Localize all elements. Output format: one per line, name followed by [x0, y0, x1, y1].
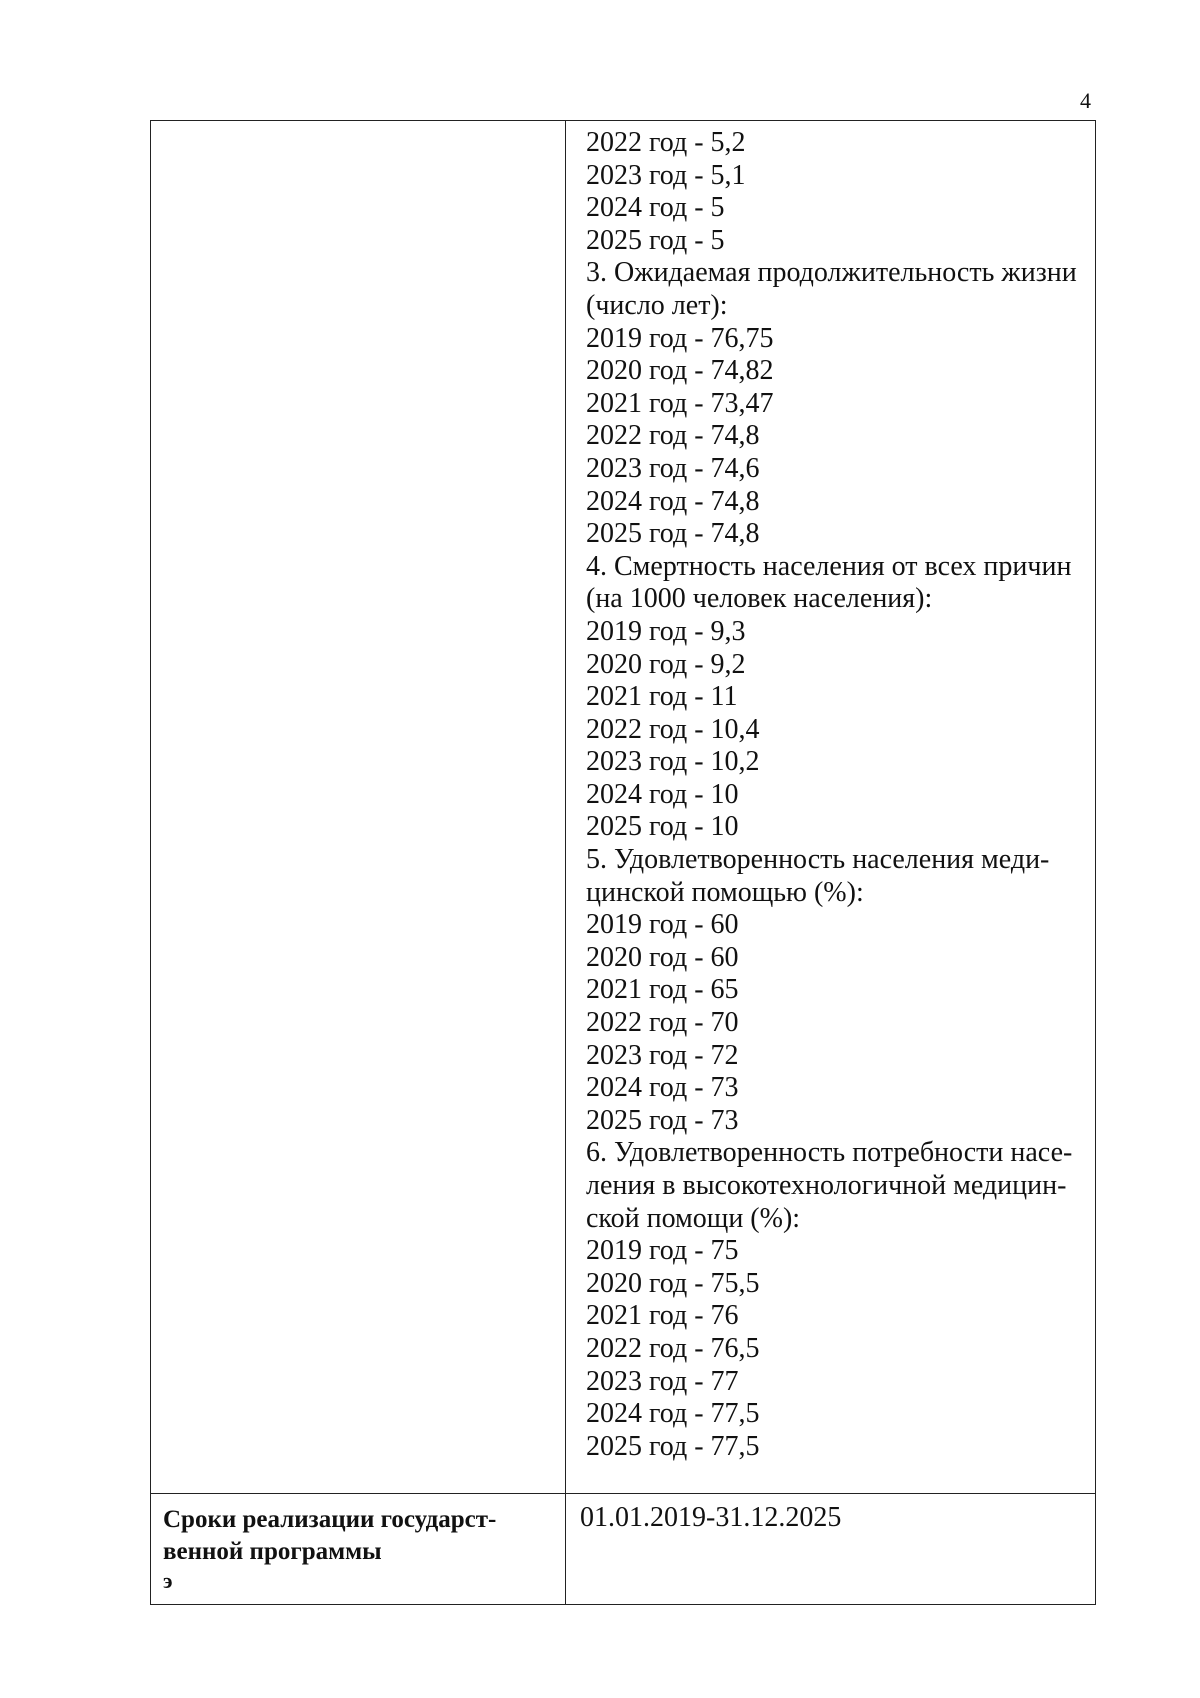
- indicator-line: 2024 год - 5: [586, 192, 725, 224]
- indicator-line: 2019 год - 9,3: [586, 615, 746, 647]
- indicator-line: 2023 год - 10,2: [586, 746, 760, 778]
- indicator-line: 2020 год - 9,2: [586, 648, 746, 680]
- program-passport-table: [150, 120, 1096, 1605]
- stray-mark: э: [163, 1568, 173, 1594]
- indicator-line: 2019 год - 75: [586, 1235, 739, 1267]
- indicator-line: 2023 год - 74,6: [586, 452, 760, 484]
- indicator-line: 2020 год - 60: [586, 941, 739, 973]
- indicator-line: 2022 год - 5,2: [586, 127, 746, 158]
- indicator-line: 2023 год - 5,1: [586, 159, 746, 191]
- indicator-line: 2019 год - 60: [586, 909, 739, 941]
- indicator-lines: [586, 127, 1085, 1463]
- indicator-line: (на 1000 человек населения):: [586, 583, 933, 615]
- indicator-line: 2021 год - 76: [586, 1300, 739, 1332]
- indicator-line: (число лет):: [586, 289, 728, 321]
- indicator-line: 3. Ожидаемая продолжительность жизни: [586, 257, 1077, 289]
- page-number: 4: [1080, 88, 1091, 113]
- indicator-line: 2021 год - 65: [586, 974, 739, 1006]
- period-value: 01.01.2019-31.12.2025: [580, 1502, 842, 1534]
- indicator-line: 2020 год - 74,82: [586, 355, 774, 387]
- period-label-line-2: венной программы: [163, 1538, 382, 1566]
- indicator-line: 2024 год - 74,8: [586, 485, 760, 517]
- indicator-line: 4. Смертность населения от всех причин: [586, 550, 1072, 582]
- indicator-line: 2025 год - 74,8: [586, 518, 760, 550]
- indicator-line: 5. Удовлетворенность населения меди-: [586, 844, 1050, 876]
- indicator-line: 2021 год - 73,47: [586, 387, 774, 419]
- indicator-line: 2022 год - 76,5: [586, 1332, 760, 1364]
- indicator-line: 2024 год - 73: [586, 1072, 739, 1104]
- indicator-line: ления в высокотехнологичной медицин-: [586, 1170, 1067, 1201]
- indicator-line: 2021 год - 11: [586, 681, 738, 713]
- indicators-row: [151, 121, 1096, 1494]
- period-label-cell: [151, 1494, 566, 1605]
- indicator-line: 6. Удовлетворенность потребности насе-: [586, 1137, 1073, 1169]
- indicator-line: 2025 год - 77,5: [586, 1430, 760, 1462]
- indicator-line: 2024 год - 77,5: [586, 1398, 760, 1430]
- indicator-line: 2022 год - 74,8: [586, 420, 760, 452]
- indicator-line: 2023 год - 72: [586, 1039, 739, 1071]
- indicators-value-cell: [566, 121, 1096, 1494]
- indicator-line: ской помощи (%):: [586, 1202, 801, 1234]
- indicator-line: 2024 год - 10: [586, 778, 739, 810]
- indicator-line: цинской помощью (%):: [586, 876, 864, 908]
- period-value-cell: [566, 1494, 1096, 1605]
- period-row: [151, 1494, 1096, 1605]
- indicators-label-cell: [151, 121, 566, 1494]
- indicator-line: 2019 год - 76,75: [586, 322, 774, 354]
- indicator-line: 2025 год - 10: [586, 811, 739, 843]
- indicator-line: 2025 год - 73: [586, 1104, 739, 1136]
- indicator-line: 2022 год - 10,4: [586, 713, 760, 745]
- indicator-line: 2022 год - 70: [586, 1007, 739, 1039]
- indicator-line: 2020 год - 75,5: [586, 1267, 760, 1299]
- indicator-line: 2023 год - 77: [586, 1365, 739, 1397]
- period-label-line-1: Сроки реализации государст-: [163, 1506, 497, 1534]
- indicator-line: 2025 год - 5: [586, 224, 725, 256]
